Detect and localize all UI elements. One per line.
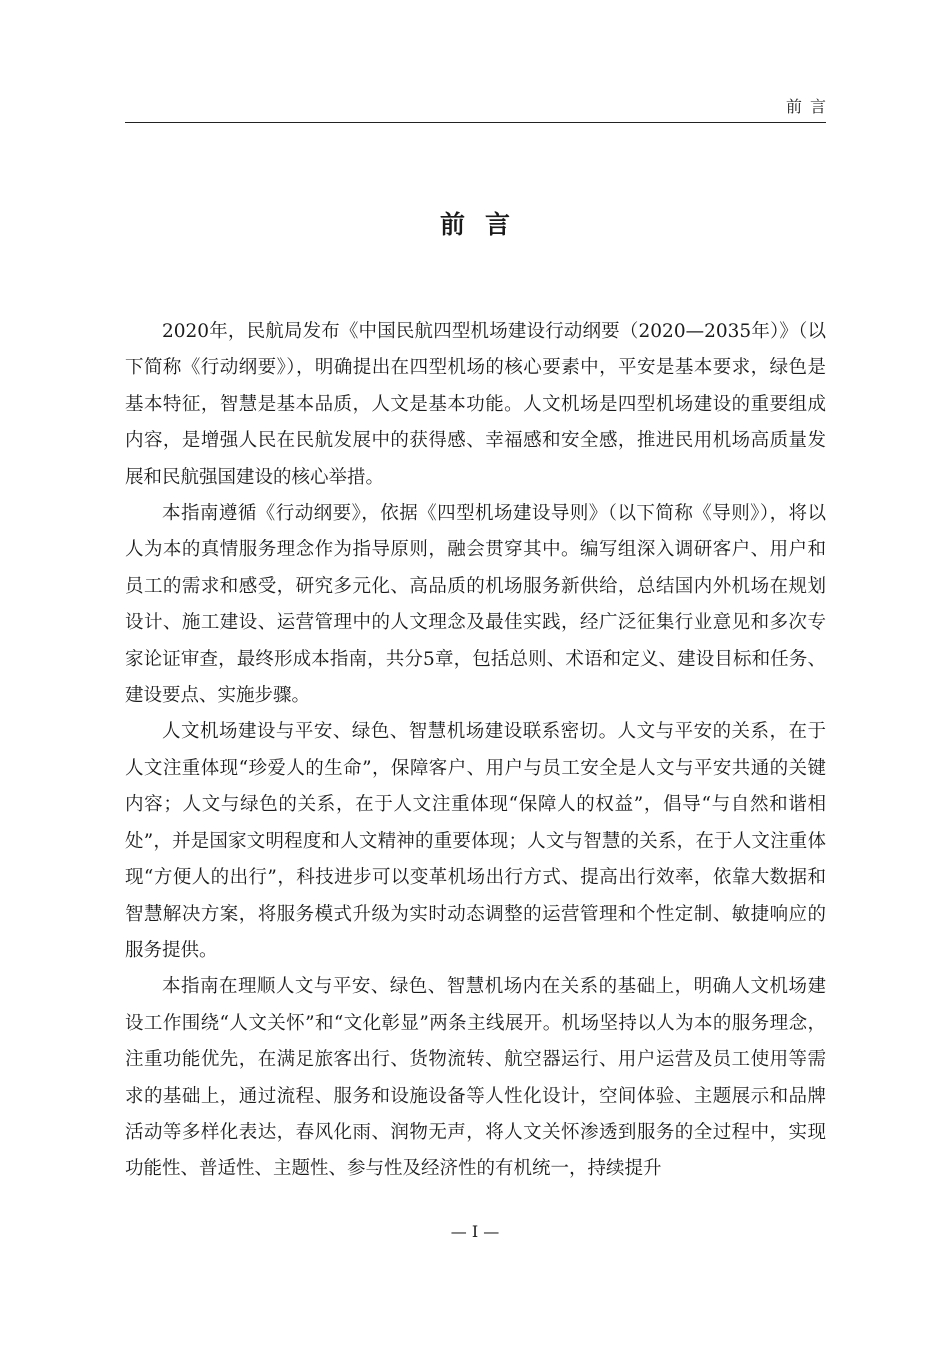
page-number: — I — [450, 1222, 500, 1241]
paragraph-3: 人文机场建设与平安、绿色、智慧机场建设联系密切。人文与平安的关系，在于人文注重体现“珍爱人的生命”，保障客户、用户与员工安全是人文与平安共通的关键内容；人文与绿色的关系，在于人文注重体现“保障人的权益”，倡导“与自然和谐相处”，并是国家文明程度和人文精神的重要体现；人文与智慧的关系，在于人文注重体现“方便人的出行”，科技进步可以变革机场出行方式、提高出行效率，依靠大数据和智慧解决方案，将服务模式升级为实时动态调整的运营管理和个性定制、敏捷响应的服务提供。 [125, 721, 826, 961]
running-header-title: 前言 [785, 97, 834, 116]
paragraph-4: 本指南在理顺人文与平安、绿色、智慧机场内在关系的基础上，明确人文机场建设工作围绕“人文关怀”和“文化彰显”两条主线展开。机场坚持以人为本的服务理念，注重功能优先，在满足旅客出行、货物流转、航空器运行、用户运营及员工使用等需求的基础上，通过流程、服务和设施设备等人性化设计，空间体验、主题展示和品牌活动等多样化表达，春风化雨、润物无声，将人文关怀渗透到服务的全过程中，实现功能性、普适性、主题性、参与性及经济性的有机统一，持续提升 [125, 976, 826, 1180]
page-title: 前言 [439, 210, 530, 239]
paragraph-2: 本指南遵循《行动纲要》，依据《四型机场建设导则》（以下简称《导则》），将以人为本的真情服务理念作为指导原则，融会贯穿其中。编写组深入调研客户、用户和员工的需求和感受，研究多元化、高品质的机场服务新供给，总结国内外机场在规划设计、施工建设、运营管理中的人文理念及最佳实践，经广泛征集行业意见和多次专家论证审查，最终形成本指南，共分5章，包括总则、术语和定义、建设目标和任务、建设要点、实施步骤。 [125, 503, 826, 707]
running-header [125, 94, 834, 123]
body-text [125, 314, 826, 1188]
paragraph-1: 2020年，民航局发布《中国民航四型机场建设行动纲要（2020—2035年）》（以下简称《行动纲要》），明确提出在四型机场的核心要素中，平安是基本要求，绿色是基本特征，智慧是基本品质，人文是基本功能。人文机场是四型机场建设的重要组成内容，是增强人民在民航发展中的获得感、幸福感和安全感，推进民用机场高质量发展和民航强国建设的核心举措。 [125, 321, 826, 488]
